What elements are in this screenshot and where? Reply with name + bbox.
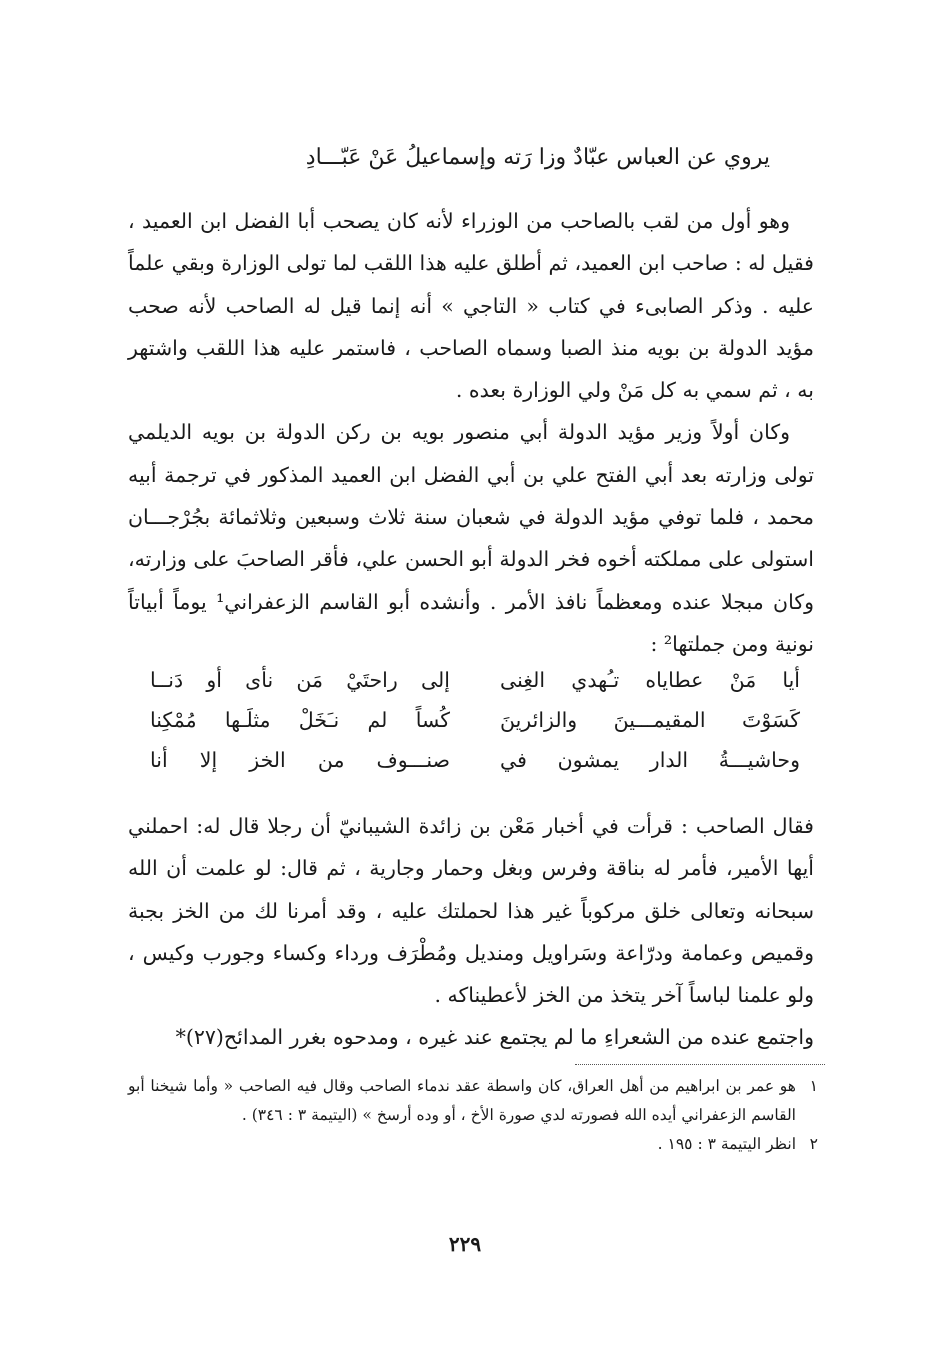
hemistich-first: وحاشيـــةُ الدار يمشون في: [500, 748, 800, 772]
main-text: [128, 200, 814, 665]
page-number: ٢٢٩: [448, 1232, 482, 1256]
paragraph-3: فقال الصاحب : قرأت في أخبار مَعْن بن زائدة الشيبانيّ أن رجلا قال له: احملني أيها الأمير، فأمر له بناقة وفرس وبغل وحمار وجارية ، ثم قال: لو علمت أن الله سبحانه وتعالى خلق مركوباً غير هذا لحملتك عليه ، وقد أمرنا لك من الخز بجبة وقميص وعمامة ودرّاعة وسَراويل ومنديل ومُطْرَف ورداء وكساء وجورب وكيس ، ولو علمنا لباساً آخر يتخذ من الخز لأعطيناكه .: [128, 814, 814, 1008]
paragraph-1: وهو أول من لقب بالصاحب من الوزراء لأنه كان يصحب أبا الفضل ابن العميد ، فقيل له : صاحب ابن العميد، ثم أطلق عليه هذا اللقب لما تولى الوزارة وبقي علماً عليه . وذكر الصابىء في كتاب « التاجي » أنه إنما قيل له الصاحب لأنه صحب مؤيد الدولة بن بويه منذ الصبا وسماه الصاحب ، فاستمر عليه هذا اللقب واشتهر به ، ثم سمي به كل مَنْ ولي الوزارة بعده .: [128, 209, 814, 403]
verse-heading: يروي عن العباس عبّادٌ وزا رَته وإسماعيلُ عَنْ عَبّـــادِ: [305, 145, 770, 170]
main-text-continued: [128, 805, 814, 1059]
footnote-number: ١: [809, 1077, 818, 1095]
paragraph-4: واجتمع عنده من الشعراءِ ما لم يجتمع عند غيره ، ومدحوه بغرر المدائح(٢٧)*: [175, 1025, 814, 1050]
footnote-text: هو عمر بن ابراهيم من أهل العراق، كان واسطة عقد ندماء الصاحب وقال فيه الصاحب « وأما شيخنا أبو القاسم الزعفراني أيده الله فصورته لدي صورة الأخ ، أو وده أرسخ » (اليتيمة ٣ : ٣٤٦) .: [128, 1077, 796, 1124]
footnote-2: [128, 1130, 818, 1159]
hemistich-second: إلى راحتَيْ مَن نأى أو دَنــا: [150, 668, 450, 692]
paragraph-2: وكان أولاً وزير مؤيد الدولة أبي منصور بويه بن ركن الدولة بن بويه الديلمي تولى وزارته بعد أبي الفتح علي بن أبي الفضل ابن العميد المذكور في ترجمة أبيه محمد ، فلما توفي مؤيد الدولة في شعبان سنة ثلاث وسبعين وثلاثمائة بجُرْجـــان استولى على مملكته أخوه فخر الدولة أبو الحسن علي، فأقر الصاحبَ على وزارته، وكان مبجلا عنده ومعظماً نافذ الأمر . وأنشده أبو القاسم الزعفراني¹ يوماً أبياتاً نونية ومن جملتها² :: [128, 420, 815, 656]
poem-verse: [150, 660, 800, 700]
poem-verse: [150, 700, 800, 740]
hemistich-first: أيا مَنْ عطاياه تـُهدي الغِنى: [500, 668, 800, 692]
hemistich-first: كَسَوْتَ المقيمـــينَ والزائرينَ: [500, 708, 800, 732]
footnote-separator: [575, 1064, 825, 1065]
poem: [150, 660, 800, 780]
footnote-text: انظر اليتيمة ٣ : ١٩٥ .: [657, 1135, 796, 1153]
footnote-number: ٢: [809, 1135, 818, 1153]
footnote-1: [128, 1072, 818, 1130]
hemistich-second: كُساً لم نـَخَلْ مثلَـها مُمْكِنا: [150, 708, 450, 732]
footnotes: [128, 1072, 818, 1159]
hemistich-second: صنـــوف من الخز إلا أنا: [150, 748, 450, 772]
poem-verse: [150, 740, 800, 780]
